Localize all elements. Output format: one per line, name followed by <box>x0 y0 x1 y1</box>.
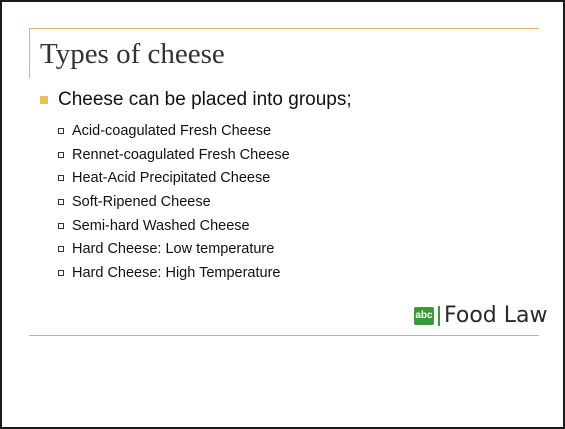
logo-separator <box>438 306 440 326</box>
sub-bullet-item <box>58 143 290 167</box>
abc-logo-badge: abc <box>414 307 434 325</box>
hollow-square-bullet-icon <box>58 152 64 158</box>
hollow-square-bullet-icon <box>58 223 64 229</box>
sub-bullet-item <box>58 261 290 285</box>
filled-square-bullet-icon <box>40 96 48 104</box>
food-law-logo <box>414 303 547 328</box>
sub-bullet-item <box>58 166 290 190</box>
logo-text: Food Law <box>444 303 548 328</box>
sub-bullet-item <box>58 237 290 261</box>
sub-bullet-item <box>58 214 290 238</box>
sub-bullet-text: Soft-Ripened Cheese <box>72 193 211 210</box>
hollow-square-bullet-icon <box>58 246 64 252</box>
sub-bullet-item <box>58 190 290 214</box>
hollow-square-bullet-icon <box>58 128 64 134</box>
main-bullet-text: Cheese can be placed into groups; <box>58 89 352 110</box>
sub-bullet-text: Hard Cheese: High Temperature <box>72 264 281 281</box>
main-bullet-item <box>40 89 352 111</box>
sub-bullet-item <box>58 119 290 143</box>
sub-bullet-text: Rennet-coagulated Fresh Cheese <box>72 146 290 163</box>
hollow-square-bullet-icon <box>58 270 64 276</box>
sub-bullet-text: Acid-coagulated Fresh Cheese <box>72 122 272 139</box>
footer-rule <box>29 335 539 336</box>
sub-bullet-text: Hard Cheese: Low temperature <box>72 241 275 258</box>
slide-title: Types of cheese <box>40 38 225 70</box>
sub-bullet-text: Semi-hard Washed Cheese <box>72 217 250 234</box>
title-frame-left-rule <box>29 28 30 78</box>
sub-bullet-text: Heat-Acid Precipitated Cheese <box>72 170 271 187</box>
sub-bullet-list <box>58 119 290 285</box>
hollow-square-bullet-icon <box>58 175 64 181</box>
hollow-square-bullet-icon <box>58 199 64 205</box>
title-frame-top-rule <box>29 28 539 29</box>
